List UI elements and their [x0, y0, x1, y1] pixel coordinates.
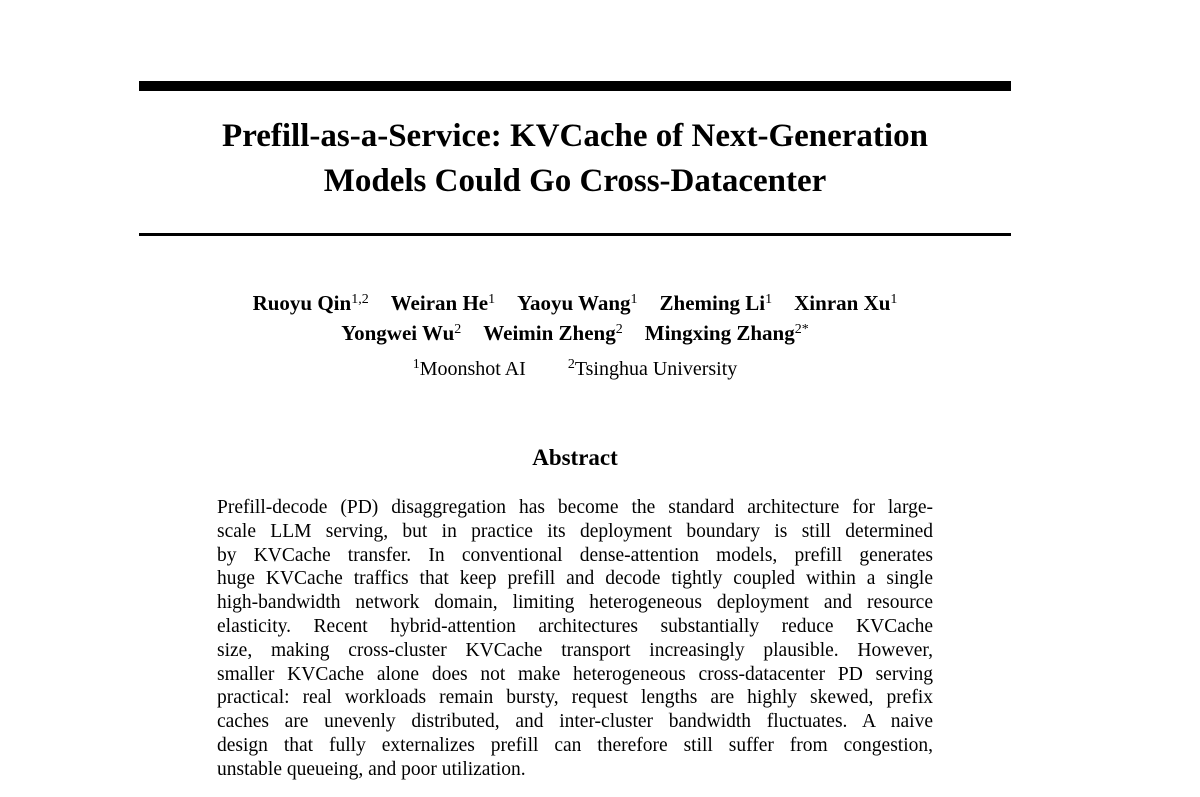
author-superscript: 1,2 [351, 292, 369, 307]
author-name: Zheming Li [659, 291, 766, 315]
author-superscript: 1 [765, 292, 773, 307]
abstract-heading: Abstract [532, 445, 618, 470]
author-row-2 [139, 318, 1011, 348]
affiliation-superscript: 1 [412, 357, 420, 372]
affiliation-block [139, 355, 1011, 383]
abstract-line: high-bandwidth network domain, limiting heterogeneous deployment and resource [217, 592, 933, 614]
abstract-line: smaller KVCache alone does not make heterogeneous cross-datacenter PD serving [217, 663, 933, 685]
affiliation-name: Moonshot AI [419, 358, 526, 380]
top-rule [139, 81, 1011, 91]
paper-title [139, 114, 1011, 204]
author-name: Weiran He [390, 291, 489, 315]
author [253, 288, 369, 318]
author [391, 288, 495, 318]
author-superscript: 1 [630, 292, 638, 307]
author-block [139, 288, 1011, 348]
affiliation-name: Tsinghua University [574, 358, 738, 380]
abstract-line: by KVCache transfer. In conventional dense-attention models, prefill generates [217, 544, 933, 566]
abstract-line: practical: real workloads remain bursty, request lengths are highly skewed, prefix [217, 687, 933, 709]
author-name: Xinran Xu [794, 291, 891, 315]
paper-title-line-1: Prefill-as-a-Service: KVCache of Next-Generation [222, 118, 928, 154]
paper-title-line-2: Models Could Go Cross-Datacenter [323, 163, 827, 199]
author [645, 318, 809, 348]
author-superscript: 1 [488, 292, 496, 307]
author-name: Yongwei Wu [341, 321, 455, 345]
abstract-line: size, making cross-cluster KVCache transport increasingly plausible. However, [217, 639, 933, 661]
abstract-line: elasticity. Recent hybrid-attention architectures substantially reduce KVCache [217, 615, 933, 637]
affiliation [413, 355, 526, 383]
author-name: Mingxing Zhang [644, 321, 795, 345]
author-name: Ruoyu Qin [252, 291, 352, 315]
affiliation [568, 355, 737, 383]
author-row-1 [139, 288, 1011, 318]
affiliation-superscript: 2 [567, 357, 575, 372]
title-rule [139, 233, 1011, 236]
author [517, 288, 637, 318]
abstract-line: design that fully externalizes prefill can therefore still suffer from congestion, [217, 734, 933, 756]
abstract-body [217, 496, 933, 782]
author-superscript: 1 [890, 292, 898, 307]
author-superscript: 2 [615, 322, 623, 337]
abstract-line: caches are unevenly distributed, and inter-cluster bandwidth fluctuates. A naive [217, 711, 933, 733]
author-name: Weimin Zheng [483, 321, 616, 345]
abstract-line: Prefill-decode (PD) disaggregation has become the standard architecture for large- [217, 497, 933, 518]
author-superscript: 2 [454, 322, 462, 337]
author [794, 288, 897, 318]
abstract-line: unstable queueing, and poor utilization. [217, 758, 526, 780]
abstract-line: scale LLM serving, but in practice its deployment boundary is still determined [217, 520, 933, 542]
author-name: Yaoyu Wang [517, 291, 631, 315]
author-superscript: 2* [794, 322, 809, 337]
author [483, 318, 622, 348]
author [341, 318, 461, 348]
author [660, 288, 773, 318]
abstract-line: huge KVCache traffics that keep prefill and decode tightly coupled within a single [217, 568, 933, 590]
